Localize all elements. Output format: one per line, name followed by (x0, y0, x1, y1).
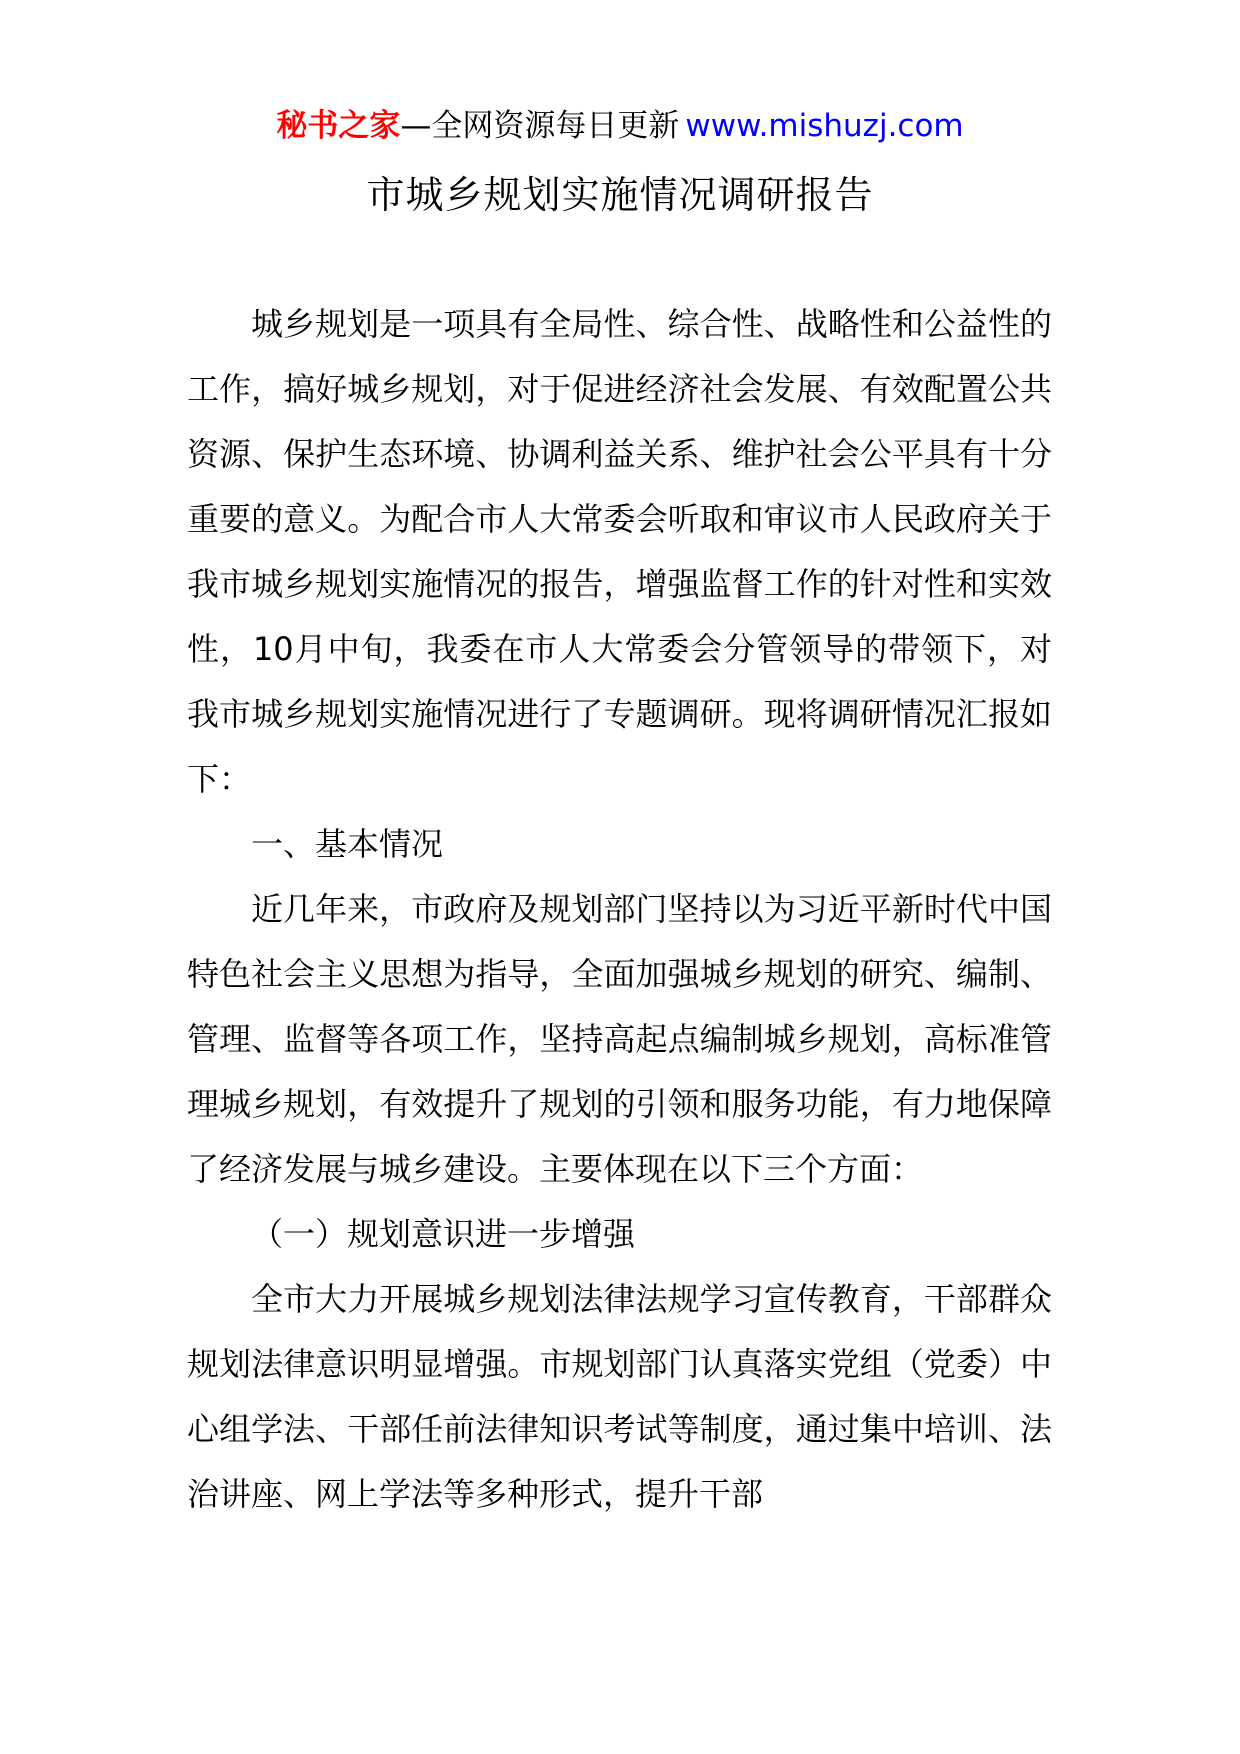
site-url-link[interactable]: www.mishuzj.com (685, 108, 964, 144)
paragraph-overview: 近几年来，市政府及规划部门坚持以为习近平新时代中国特色社会主义思想为指导，全面加强城乡规划的研究、编制、管理、监督等各项工作，坚持高起点编制城乡规划，高标准管理城乡规划，有效提升了规划的引领和服务功能，有力地保障了经济发展与城乡建设。主要体现在以下三个方面： (187, 890, 1052, 1188)
brand-name: 秘书之家 (276, 108, 401, 144)
subsection-heading-planning-awareness: （一）规划意识进一步增强 (251, 1215, 636, 1253)
header-tagline: —全网资源每日更新 (400, 108, 680, 144)
paragraph-intro: 城乡规划是一项具有全局性、综合性、战略性和公益性的工作，搞好城乡规划，对于促进经济社会发展、有效配置公共资源、保护生态环境、协调利益关系、维护社会公平具有十分重要的意义。为配合市人大常委会听取和审议市人民政府关于我市城乡规划实施情况的报告，增强监督工作的针对性和实效性，10月中旬，我委在市人大常委会分管领导的带领下，对我市城乡规划实施情况进行了专题调研。现将调研情况汇报如下： (187, 305, 1052, 798)
paragraph-planning-awareness: 全市大力开展城乡规划法律法规学习宣传教育，干部群众规划法律意识明显增强。市规划部门认真落实党组（党委）中心组学法、干部任前法律知识考试等制度，通过集中培训、法治讲座、网上学法等多种形式，提升干部 (187, 1280, 1052, 1513)
site-header (0, 104, 1240, 148)
document-title: 市城乡规划实施情况调研报告 (366, 173, 874, 217)
section-heading-basic-situation: 一、基本情况 (251, 825, 444, 863)
document-body (187, 292, 1052, 1527)
